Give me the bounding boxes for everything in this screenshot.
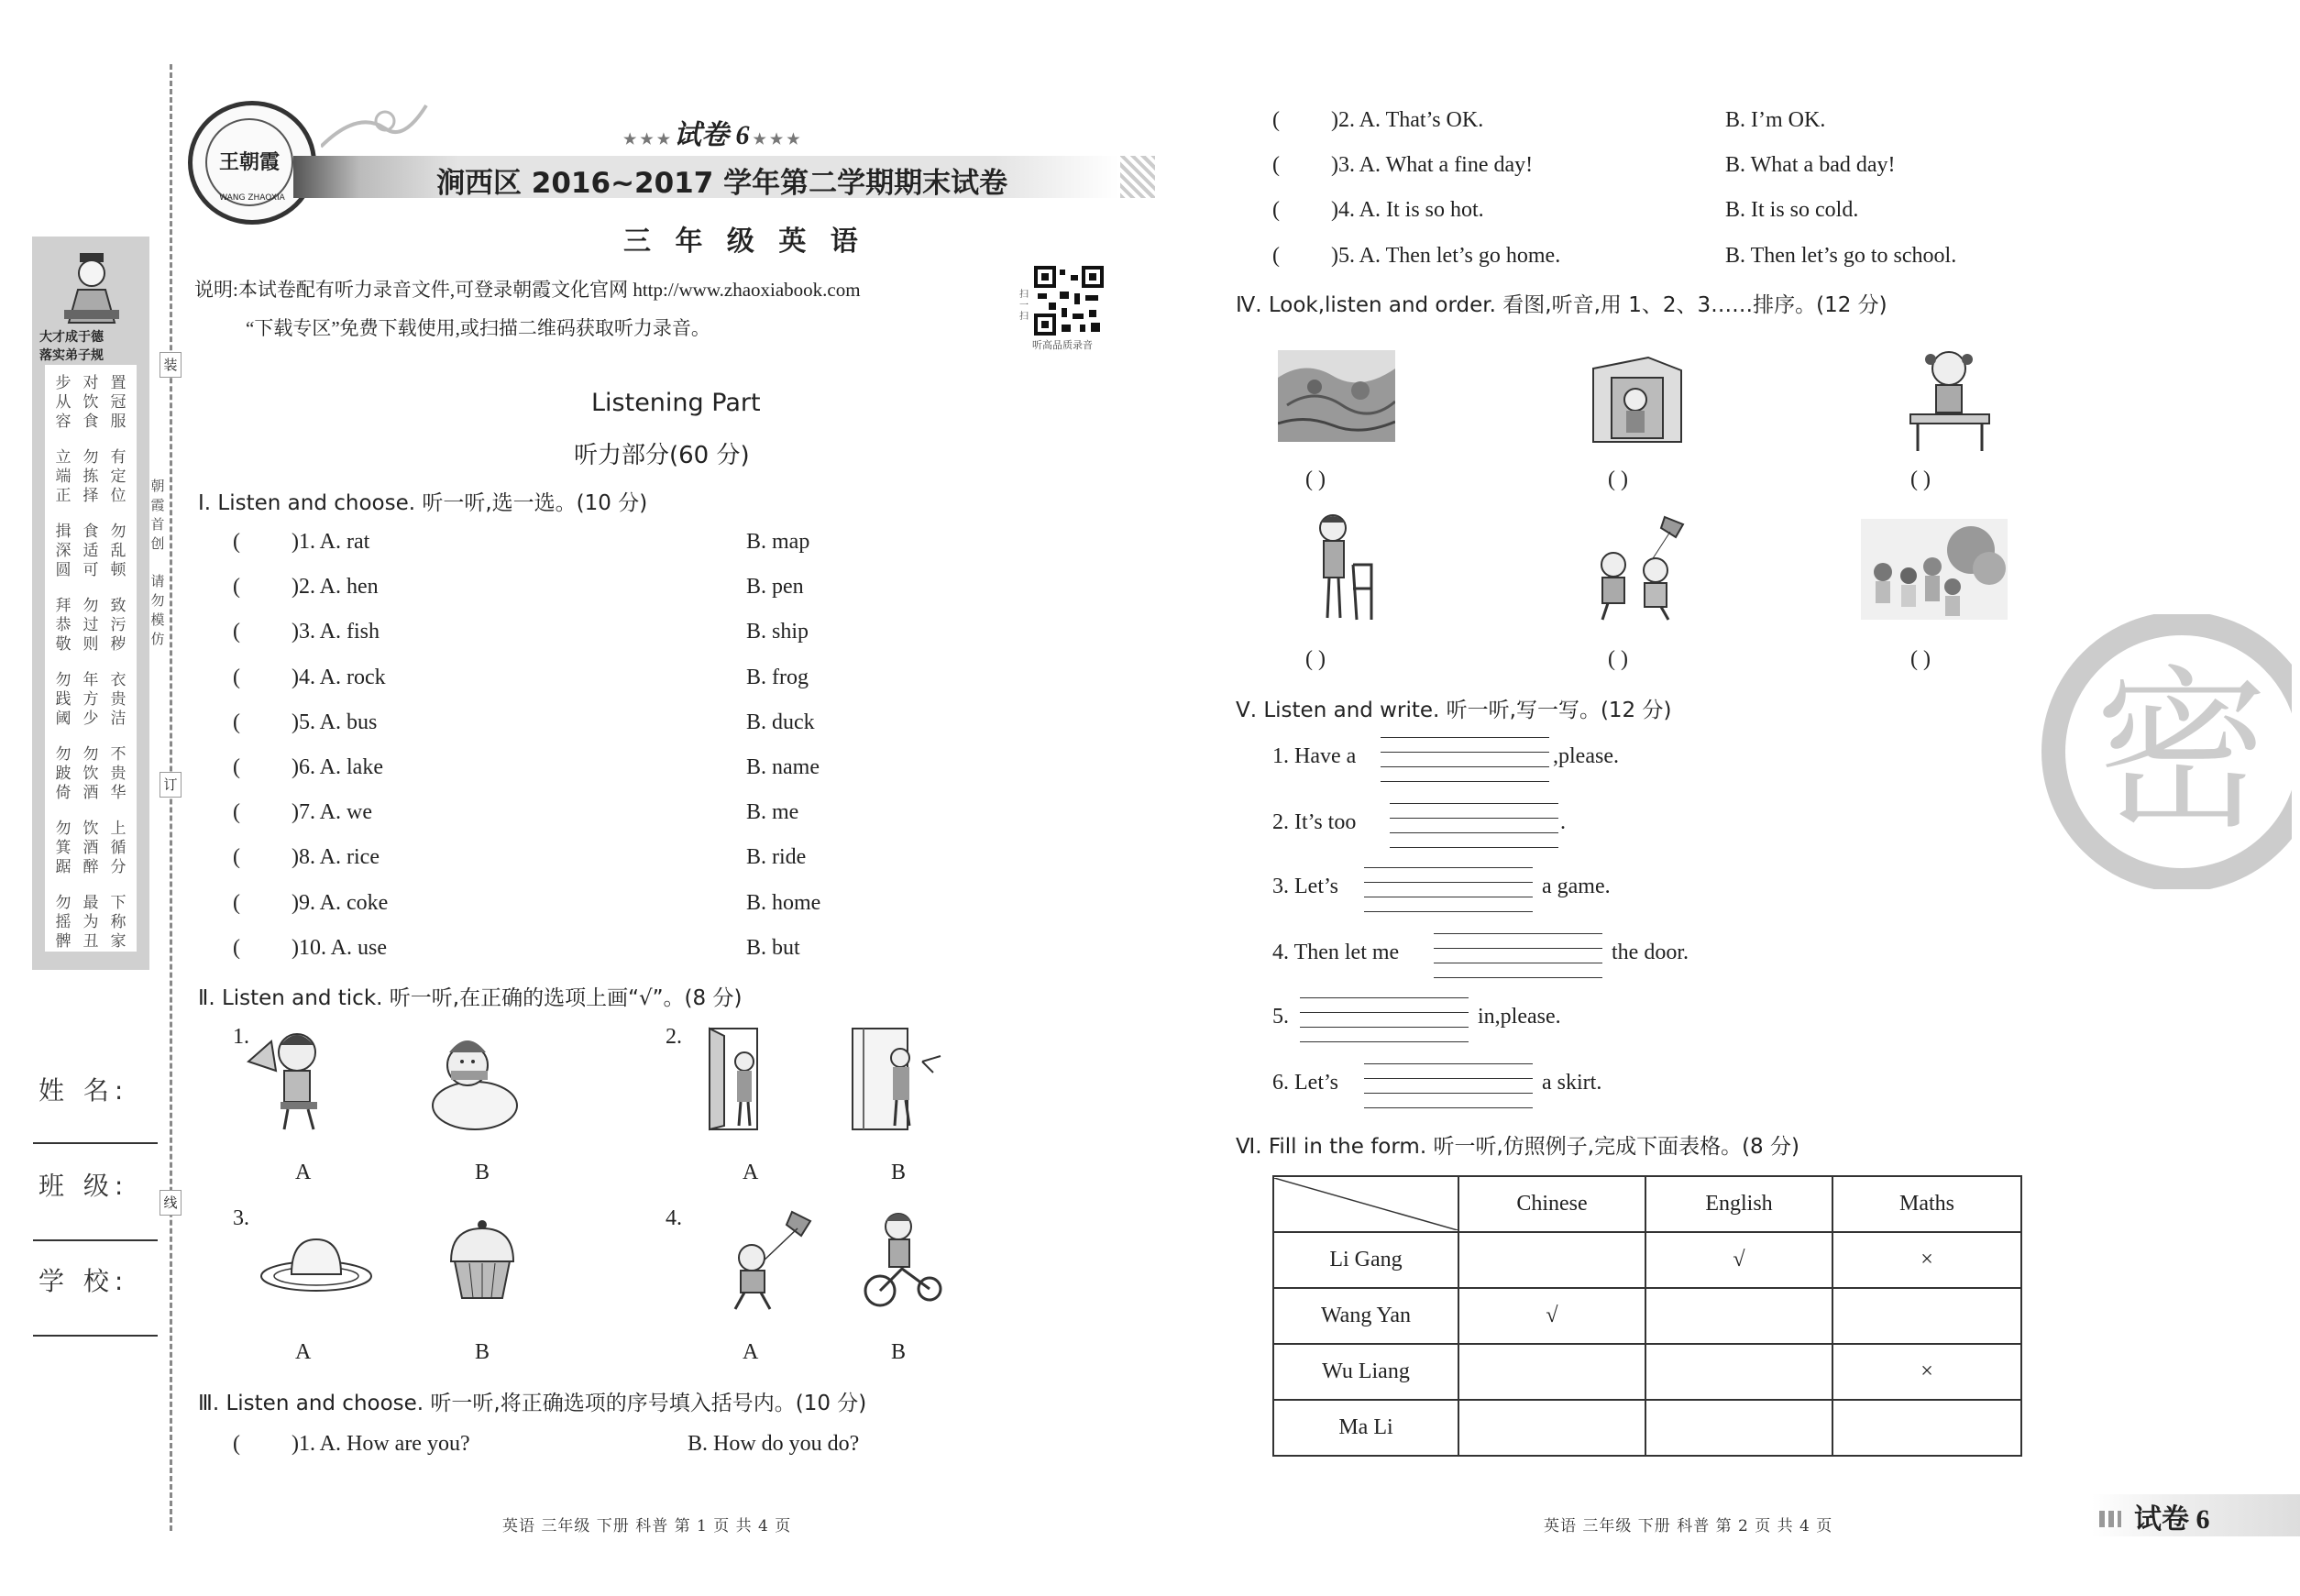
option-a: )9. A. coke <box>292 890 389 915</box>
part2-heading: Ⅱ. Listen and tick. 听一听,在正确的选项上画“√”。(8 分) <box>198 986 743 1010</box>
listening-part-title: Listening Part <box>591 389 761 417</box>
motto-char: 定 <box>110 468 127 486</box>
open-door-icon[interactable] <box>706 1025 779 1133</box>
form-col-maths: Maths <box>1832 1176 2021 1232</box>
option-b: B. map <box>746 530 810 554</box>
option-a: )4. A. It is so hot. <box>1331 198 1484 223</box>
option-b: B. me <box>746 800 799 825</box>
part3-heading: Ⅲ. Listen and choose. 听一听,将正确选项的序号填入括号内。(10 分) <box>198 1392 867 1415</box>
motto-char: 服 <box>110 413 127 431</box>
motto-char: 冠 <box>110 393 127 412</box>
form-row <box>1273 1344 2021 1400</box>
side-note-char: 创 <box>150 535 165 552</box>
confidential-seal <box>2026 614 2292 889</box>
motto-char: 称 <box>110 913 127 931</box>
side-note-char: 模 <box>150 611 165 628</box>
option-a: )3. A. What a fine day! <box>1331 153 1534 178</box>
scholar-illustration <box>60 249 124 327</box>
tagline-2: 落实弟子规 <box>39 348 104 363</box>
corner-paper-number: 试卷 6 <box>2134 1504 2210 1535</box>
motto-char: 可 <box>83 561 99 579</box>
option-b: B. Then let’s go to school. <box>1725 243 1957 268</box>
option-b: B. name <box>746 755 820 779</box>
option-b: B. frog <box>746 665 809 689</box>
instructions-line-1: 说明:本试卷配有听力录音文件,可登录朝霞文化官网 http://www.zhaoxiabook.com <box>194 279 861 301</box>
answer-bracket[interactable]: ( <box>233 575 240 600</box>
logo-text: 王朝霞 <box>218 150 280 174</box>
motto-char: 为 <box>83 913 99 931</box>
write-item-1-prefix: 1. Have a <box>1272 744 1357 768</box>
motto-char: 踞 <box>55 858 72 876</box>
part2-num-1: 1. <box>233 1025 249 1049</box>
motto-char: 过 <box>83 616 99 634</box>
write-item-1-lines[interactable] <box>1381 737 1549 781</box>
option-a: )3. A. fish <box>292 620 380 644</box>
corner-squares-decoration <box>2099 1511 2121 1527</box>
school-field[interactable] <box>33 1335 158 1337</box>
answer-bracket[interactable]: ( <box>233 890 240 915</box>
motto-char: 下 <box>110 894 127 912</box>
answer-bracket[interactable]: ( <box>1272 108 1280 132</box>
side-note-char: 请 <box>150 573 165 589</box>
cut-mark-3: 线 <box>160 1190 182 1216</box>
boy-in-box-icon[interactable] <box>1584 350 1687 451</box>
motto-char: 不 <box>110 745 127 764</box>
motto-char: 上 <box>110 820 127 838</box>
form-row <box>1273 1232 2021 1288</box>
answer-bracket[interactable]: ( <box>233 620 240 644</box>
motto-char: 箕 <box>55 839 72 857</box>
close-door-icon[interactable] <box>849 1025 944 1133</box>
side-note-char: 勿 <box>150 592 165 609</box>
answer-bracket[interactable]: ( <box>233 710 240 734</box>
write-item-2-suffix: . <box>1560 810 1566 834</box>
motto-char: 位 <box>110 487 127 505</box>
option-a: )2. A. That’s OK. <box>1331 108 1484 132</box>
motto-panel <box>32 237 149 970</box>
motto-char: 方 <box>83 690 99 709</box>
motto-char: 致 <box>110 597 127 615</box>
part2-1-label-b: B <box>475 1161 490 1184</box>
motto-char: 敬 <box>55 635 72 654</box>
write-item-4-suffix: the door. <box>1612 941 1689 964</box>
motto-char: 酒 <box>83 839 99 857</box>
motto-char: 酒 <box>83 784 99 802</box>
form-row-name: Li Gang <box>1273 1232 1458 1288</box>
part2-1-label-a: A <box>295 1161 312 1184</box>
crowd-scene-icon[interactable] <box>1861 519 2008 620</box>
write-item-4-prefix: 4. Then let me <box>1272 941 1400 964</box>
answer-bracket[interactable]: ( <box>233 755 240 779</box>
motto-char: 勿 <box>110 523 127 541</box>
cupcake-icon[interactable] <box>438 1216 526 1304</box>
part2-4-label-a: A <box>743 1340 759 1364</box>
part6-heading: Ⅵ. Fill in the form. 听一听,仿照例子,完成下面表格。(8 分) <box>1236 1135 1799 1159</box>
motto-char: 勿 <box>55 894 72 912</box>
form-cell[interactable]: × <box>1832 1232 2021 1288</box>
write-item-3-lines[interactable] <box>1364 867 1533 911</box>
cut-mark-1: 装 <box>160 352 182 378</box>
class-field[interactable] <box>33 1239 158 1241</box>
option-a: )5. A. bus <box>292 710 378 734</box>
side-note-char: 朝 <box>150 478 165 494</box>
form-cell[interactable]: × <box>1832 1344 2021 1400</box>
motto-char: 顿 <box>110 561 127 579</box>
side-note-char: 首 <box>150 516 165 533</box>
option-a: )7. A. we <box>292 800 372 825</box>
part2-4-label-b: B <box>891 1340 907 1364</box>
write-item-5-suffix: in,please. <box>1478 1005 1561 1029</box>
option-b: B. It is so cold. <box>1725 198 1859 223</box>
motto-char: 勿 <box>55 671 72 689</box>
form-cell[interactable] <box>1645 1400 1832 1456</box>
option-a: )5. A. Then let’s go home. <box>1331 243 1561 268</box>
option-a: )8. A. rice <box>292 845 380 870</box>
logo-subtext: WANG ZHAOXIA <box>219 193 285 203</box>
write-item-2-lines[interactable] <box>1390 803 1558 847</box>
seal-character: 密 <box>2094 650 2270 853</box>
qr-code-icon[interactable] <box>1034 266 1104 336</box>
footer-page-1: 英语 三年级 下册 科普 第 1 页 共 4 页 <box>502 1517 792 1535</box>
motto-char: 循 <box>110 839 127 857</box>
answer-bracket[interactable]: ( <box>233 800 240 825</box>
motto-char: 端 <box>55 468 72 486</box>
motto-char: 醉 <box>83 858 99 876</box>
exam-title: 涧西区 2016~2017 学年第二学期期末试卷 <box>436 167 1008 200</box>
motto-char: 从 <box>55 393 72 412</box>
motto-text-box <box>45 365 137 952</box>
motto-char: 分 <box>110 858 127 876</box>
part2-num-3: 3. <box>233 1206 249 1230</box>
paper-number-text: 试卷 6 <box>674 120 750 150</box>
kids-with-kite-icon[interactable] <box>1582 513 1692 623</box>
motto-column-1 <box>54 374 72 968</box>
option-b: B. What a bad day! <box>1725 153 1896 178</box>
motto-char: 勿 <box>83 597 99 615</box>
form-cell[interactable] <box>1458 1232 1645 1288</box>
motto-char: 勿 <box>83 745 99 764</box>
part2-num-4: 4. <box>666 1206 682 1230</box>
paper-number: ★ ★ ★ 试卷 6 ★ ★ ★ <box>623 120 800 150</box>
motto-column-2 <box>82 374 100 968</box>
tagline-1: 大才成于德 <box>39 330 104 345</box>
form-cell[interactable] <box>1645 1344 1832 1400</box>
exam-subtitle: 三 年 级 英 语 <box>623 226 865 258</box>
answer-bracket[interactable]: ( <box>233 1432 240 1456</box>
form-row-name: Wu Liang <box>1273 1344 1458 1400</box>
qr-caption: 听高品质录音 <box>1032 339 1093 351</box>
motto-char: 贵 <box>110 690 127 709</box>
part4-answer-6[interactable]: ( ) <box>1910 647 1931 671</box>
motto-char: 摇 <box>55 913 72 931</box>
motto-char: 阈 <box>55 710 72 728</box>
motto-char: 乱 <box>110 542 127 560</box>
part5-heading: Ⅴ. Listen and write. 听一听,写一写。(12 分) <box>1236 699 1672 722</box>
snowman-icon[interactable] <box>427 1025 523 1133</box>
motto-char: 适 <box>83 542 99 560</box>
option-a: )4. A. rock <box>292 665 386 689</box>
part4-answer-5[interactable]: ( ) <box>1608 647 1628 671</box>
form-row <box>1273 1288 2021 1344</box>
school-label: 学 校: <box>39 1266 129 1296</box>
form-cell[interactable]: √ <box>1458 1288 1645 1344</box>
write-item-3-suffix: a game. <box>1542 875 1611 898</box>
part2-2-label-a: A <box>743 1161 759 1184</box>
motto-char: 则 <box>83 635 99 654</box>
option-a: )1. A. rat <box>292 530 370 554</box>
option-b: B. duck <box>746 710 815 734</box>
option-a: )2. A. hen <box>292 575 379 600</box>
motto-char: 髀 <box>55 932 72 951</box>
form-cell[interactable] <box>1832 1400 2021 1456</box>
part2-3-label-a: A <box>295 1340 312 1364</box>
motto-char: 勿 <box>55 745 72 764</box>
form-col-chinese: Chinese <box>1458 1176 1645 1232</box>
option-a: )6. A. lake <box>292 755 383 779</box>
copyright-side-note <box>149 477 167 649</box>
fill-in-form <box>1272 1175 2022 1457</box>
name-field[interactable] <box>33 1142 158 1144</box>
answer-bracket[interactable]: ( <box>1272 153 1280 178</box>
form-cell[interactable] <box>1458 1344 1645 1400</box>
motto-char: 倚 <box>55 784 72 802</box>
motto-char: 污 <box>110 616 127 634</box>
motto-char: 揖 <box>55 523 72 541</box>
motto-char: 洁 <box>110 710 127 728</box>
form-row <box>1273 1400 2021 1456</box>
boy-with-chair-icon[interactable] <box>1302 510 1381 622</box>
motto-char: 勿 <box>55 820 72 838</box>
part1-heading: Ⅰ. Listen and choose. 听一听,选一选。(10 分) <box>198 491 648 515</box>
motto-char: 置 <box>110 374 127 392</box>
motto-char: 容 <box>55 413 72 431</box>
answer-bracket[interactable]: ( <box>1272 243 1280 268</box>
write-item-1-suffix: ,please. <box>1553 744 1619 768</box>
binding-cut-line <box>170 64 172 1531</box>
option-a: )10. A. use <box>292 935 387 960</box>
form-cell[interactable] <box>1458 1400 1645 1456</box>
motto-char: 少 <box>83 710 99 728</box>
form-row-name: Wang Yan <box>1273 1288 1458 1344</box>
write-item-6-suffix: a skirt. <box>1542 1071 1602 1095</box>
motto-char: 有 <box>110 448 127 467</box>
form-cell[interactable] <box>1832 1288 2021 1344</box>
girl-at-desk-icon[interactable] <box>1905 341 1995 455</box>
bike-riding-icon[interactable] <box>862 1208 944 1311</box>
motto-char: 衣 <box>110 671 127 689</box>
part4-answer-3[interactable]: ( ) <box>1910 468 1931 491</box>
ribbon-icon <box>321 101 431 156</box>
write-item-6-lines[interactable] <box>1364 1063 1533 1107</box>
part2-num-2: 2. <box>666 1025 682 1049</box>
part4-answer-2[interactable]: ( ) <box>1608 468 1628 491</box>
option-b: B. home <box>746 890 821 915</box>
part4-answer-4[interactable]: ( ) <box>1305 647 1326 671</box>
motto-char: 食 <box>83 413 99 431</box>
motto-char: 拜 <box>55 597 72 615</box>
part2-2-label-b: B <box>891 1161 907 1184</box>
motto-char: 食 <box>83 523 99 541</box>
motto-char: 恭 <box>55 616 72 634</box>
cut-mark-2: 订 <box>160 772 182 798</box>
motto-char: 对 <box>83 374 99 392</box>
write-item-5-prefix: 5. <box>1272 1005 1289 1029</box>
motto-char: 正 <box>55 487 72 505</box>
part4-answer-1[interactable]: ( ) <box>1305 468 1326 491</box>
motto-char: 践 <box>55 690 72 709</box>
checker-decoration <box>1120 156 1155 198</box>
kite-flying-icon[interactable] <box>715 1208 818 1311</box>
name-label: 姓 名: <box>39 1075 129 1106</box>
answer-bracket[interactable]: ( <box>233 845 240 870</box>
motto-char: 华 <box>110 784 127 802</box>
motto-char: 跛 <box>55 765 72 783</box>
form-cell[interactable] <box>1645 1288 1832 1344</box>
motto-char: 家 <box>110 932 127 951</box>
write-item-5-lines[interactable] <box>1300 997 1469 1041</box>
write-item-4-lines[interactable] <box>1434 933 1602 977</box>
form-row-name: Ma Li <box>1273 1400 1458 1456</box>
motto-char: 饮 <box>83 765 99 783</box>
form-header-row <box>1273 1176 2021 1232</box>
motto-char: 择 <box>83 487 99 505</box>
motto-char: 饮 <box>83 820 99 838</box>
write-item-2-prefix: 2. It’s too <box>1272 810 1357 834</box>
side-note-char: 霞 <box>150 497 165 513</box>
boy-fanning-icon[interactable] <box>244 1025 345 1133</box>
option-b: B. I’m OK. <box>1725 108 1826 132</box>
motto-column-3 <box>109 374 127 968</box>
plate-bun-icon[interactable] <box>257 1225 376 1298</box>
motto-char: 圆 <box>55 561 72 579</box>
answer-bracket[interactable]: ( <box>233 530 240 554</box>
motto-char: 最 <box>83 894 99 912</box>
motto-char: 深 <box>55 542 72 560</box>
qr-side-note: 扫一扫 <box>1019 290 1029 322</box>
listening-part-subtitle: 听力部分(60 分) <box>574 442 750 469</box>
form-corner-cell <box>1273 1176 1458 1232</box>
instructions-line-2: “下载专区”免费下载使用,或扫描二维码获取听力录音。 <box>246 317 710 339</box>
class-label: 班 级: <box>39 1171 129 1201</box>
answer-bracket[interactable]: ( <box>1272 198 1280 223</box>
motto-char: 贵 <box>110 765 127 783</box>
flood-scene-icon[interactable] <box>1278 350 1395 442</box>
form-col-english: English <box>1645 1176 1832 1232</box>
motto-char: 拣 <box>83 468 99 486</box>
form-cell[interactable]: √ <box>1645 1232 1832 1288</box>
option-b: B. How do you do? <box>688 1432 860 1456</box>
answer-bracket[interactable]: ( <box>233 935 240 960</box>
answer-bracket[interactable]: ( <box>233 665 240 689</box>
option-a: )1. A. How are you? <box>292 1432 470 1456</box>
motto-char: 丑 <box>83 932 99 951</box>
option-b: B. ride <box>746 845 807 870</box>
side-note-char: 仿 <box>150 631 165 647</box>
motto-char: 年 <box>83 671 99 689</box>
part4-heading: Ⅳ. Look,listen and order. 看图,听音,用 1、2、3……排序。(12 分) <box>1236 293 1887 317</box>
part2-3-label-b: B <box>475 1340 490 1364</box>
write-item-3-prefix: 3. Let’s <box>1272 875 1338 898</box>
motto-char: 饮 <box>83 393 99 412</box>
option-b: B. but <box>746 935 800 960</box>
option-b: B. ship <box>746 620 809 644</box>
motto-char: 步 <box>55 374 72 392</box>
option-b: B. pen <box>746 575 804 600</box>
write-item-6-prefix: 6. Let’s <box>1272 1071 1338 1095</box>
footer-page-2: 英语 三年级 下册 科普 第 2 页 共 4 页 <box>1544 1517 1833 1535</box>
motto-char: 秽 <box>110 635 127 654</box>
motto-char: 勿 <box>83 448 99 467</box>
motto-char: 立 <box>55 448 72 467</box>
